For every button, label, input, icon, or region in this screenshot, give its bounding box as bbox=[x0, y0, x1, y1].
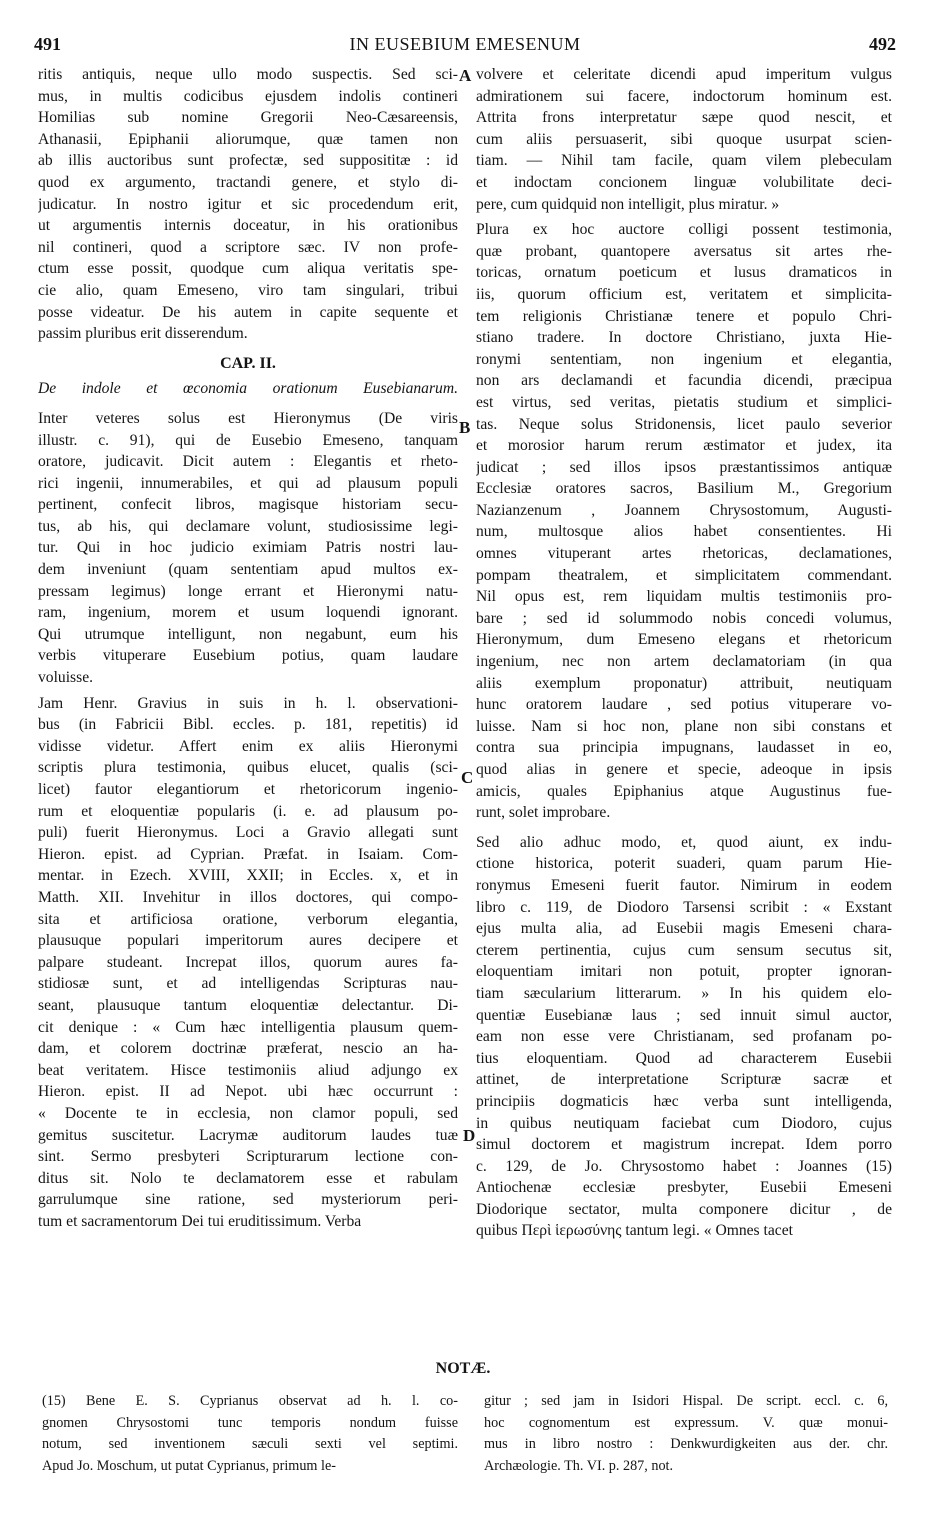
left-col-line: cie alio, quam Emeseno, viro tam singulari, tribui bbox=[38, 281, 458, 299]
right-col-line: volvere et celeritate dicendi apud imperitum vulgus bbox=[476, 66, 892, 83]
left-col-line: pressam legimus) longe errant et Hieronymi natu- bbox=[38, 582, 458, 600]
right-col-line: quod alias in genere et specie, adeoque in ipsis bbox=[476, 761, 892, 778]
left-col-line: Hieron. epist. ad Cyprian. Præfat. in Isaiam. Com- bbox=[38, 845, 458, 863]
left-col-line: judicatur. In nostro igitur et sic procedendum erit, bbox=[38, 195, 458, 213]
right-col-line: Sed alio adhuc modo, et, quod aiunt, ex indu- bbox=[476, 833, 892, 851]
page-number-left: 491 bbox=[34, 34, 61, 54]
right-col-line: stiano tradere. In doctore Christiano, juxta Hie- bbox=[476, 329, 892, 347]
margin-marker-a: A bbox=[459, 66, 472, 85]
right-col-line: ronymi sententiam, non ingenium et elegantia, bbox=[476, 350, 892, 368]
right-col-line: est virtus, sed veritas, pietatis studium et simplici- bbox=[476, 393, 892, 411]
running-header bbox=[34, 34, 896, 58]
notes-right-column bbox=[484, 1392, 888, 1478]
left-col-line: garrulumque sine ratione, sed mysteriorum peri- bbox=[38, 1191, 458, 1209]
left-col-line: vidisse videtur. Affert enim ex aliis Hieronymi bbox=[38, 737, 458, 755]
right-col-line: tiam sæcularium litterarum. » In his quidem elo- bbox=[476, 984, 892, 1002]
left-col-line: Homilias sub nomine Gregorii Neo-Cæsareensis, bbox=[38, 109, 458, 127]
left-col-line: seant, plausuque tantum eloquentiæ delectantur. Di- bbox=[38, 996, 458, 1014]
right-col-line: contra sua principia impugnans, laudasset in eo, bbox=[476, 739, 892, 757]
right-col-line: eam non esse vere Christianam, sed profanam po- bbox=[476, 1028, 892, 1046]
left-col-line: palpare studeant. Increpat illos, quorum aures fa- bbox=[38, 953, 458, 971]
left-col-line: beat veritatem. Hisce testimoniis aliud adjungo ex bbox=[38, 1061, 458, 1079]
left-col-line: ctum esse possit, quodque cum aliqua veritatis spe- bbox=[38, 260, 458, 278]
chapter-subtitle: De indole et œconomia orationum Eusebianarum. bbox=[38, 380, 458, 398]
right-col-line: Plura ex hoc auctore colligi possent testimonia, bbox=[476, 221, 892, 239]
right-col-line: Hieronymum, dum Emeseno elegans et rhetoricum bbox=[476, 631, 892, 649]
note-line: hoc cognomentum est expressum. V. quæ monui- bbox=[484, 1414, 888, 1431]
right-col-line: ctione historica, poterit suaderi, quam parum Hie- bbox=[476, 855, 892, 873]
left-col-line: plausuque populari imperitorum aures decipere et bbox=[38, 932, 458, 950]
margin-marker-b: B bbox=[459, 418, 471, 437]
right-col-line: iis, quorum officium est, veritatem et simplicita- bbox=[476, 285, 892, 303]
right-col-line: in quibus neutiquam faciebat cum Diodoro, cujus bbox=[476, 1114, 892, 1132]
left-col-line: licet) fautor elegantiorum et rhetoricorum ingenio- bbox=[38, 781, 458, 798]
notes-left-column bbox=[42, 1392, 458, 1478]
margin-marker-d: D bbox=[463, 1126, 476, 1145]
right-paragraph-3 bbox=[476, 832, 892, 1242]
right-col-line: hunc oratorem laudare , sed potius vituperare vo- bbox=[476, 696, 892, 714]
right-col-line: tiam. — Nihil tam facile, quam vilem plebeculam bbox=[476, 152, 892, 170]
left-col-line: cit denique : « Cum hæc intelligentia plausum quem- bbox=[38, 1018, 458, 1036]
right-col-line: bare ; sed id solummodo nobis concedi volumus, bbox=[476, 609, 892, 627]
left-col-line: voluisse. bbox=[38, 669, 94, 687]
right-col-line: Nil opus est, rem liquidam multis testimoniis pro- bbox=[476, 588, 892, 606]
left-col-line: bus (in Fabricii Bibl. eccles. p. 181, repetitis) id bbox=[38, 716, 458, 734]
left-col-line: « Docente te in ecclesia, non clamor populi, sed bbox=[38, 1104, 458, 1122]
left-col-line: posse videatur. De his autem in capite sequente et bbox=[38, 303, 458, 321]
left-col-line: dem inveniunt (quam sententiam apud multos ex- bbox=[38, 561, 458, 579]
left-col-line: Inter veteres solus est Hieronymus (De viris bbox=[38, 409, 458, 427]
running-title: IN EUSEBIUM EMESENUM bbox=[349, 34, 581, 54]
right-col-line: non ars declamandi et facundia dicendi, præcipua bbox=[476, 372, 892, 390]
note-line: gitur ; sed jam in Isidori Hispal. De script. eccl. c. 6, bbox=[484, 1393, 888, 1409]
left-col-line: verbis vituperare Eusebium potius, quam laudare bbox=[38, 647, 458, 665]
right-col-line: cum aliis persuaserit, sibi quoque usurpat scien- bbox=[476, 130, 892, 148]
right-col-line: runt, solet improbare. bbox=[476, 804, 611, 822]
left-col-line: tur. Qui in hoc judicio eximiam Patris nostri lau- bbox=[38, 539, 458, 557]
left-col-line: dam, et colorem doctrinæ præferat, nescio an ha- bbox=[38, 1040, 458, 1058]
right-col-line: tas. Neque solus Stridonensis, licet paulo severior bbox=[476, 415, 892, 433]
left-col-line: Hieron. epist. II ad Nepot. ubi hæc occurrunt : bbox=[38, 1083, 458, 1101]
right-col-line: tem religionis Christianæ tenere et populo Chri- bbox=[476, 307, 892, 325]
right-col-line: Nazianzenum , Joannem Chrysostomum, Augusti- bbox=[476, 501, 892, 519]
note-line: Apud Jo. Moschum, ut putat Cyprianus, primum le- bbox=[42, 1457, 336, 1474]
left-col-line: scriptis plura testimonia, quibus elucet, qualis (sci- bbox=[38, 759, 458, 777]
chapter-title: CAP. II. bbox=[220, 354, 276, 372]
notes-title: NOTÆ. bbox=[435, 1360, 491, 1377]
right-col-line: Attrita frons interpretatur sæpe quod nescit, et bbox=[476, 109, 892, 127]
right-paragraph-1 bbox=[476, 64, 892, 215]
left-col-line: rici ingenii, innumerabiles, et qui ad plausum populi bbox=[38, 474, 458, 492]
right-col-line: et indoctam concionem linguæ volubilitate deci- bbox=[476, 173, 892, 191]
right-col-line: libro c. 119, de Diodoro Tarsensi scribit : « Exstant bbox=[476, 898, 892, 916]
left-col-line: quod ex argumento, tractandi genere, et stylo di- bbox=[38, 173, 458, 191]
left-col-line: illustr. c. 91), qui de Eusebio Emeseno, tanquam bbox=[38, 431, 458, 449]
right-col-line: ronymus Emeseni fuerit fautor. Nimirum in eodem bbox=[476, 876, 892, 894]
right-col-line: eloquentiam imitari non potuit, propter ignoran- bbox=[476, 963, 892, 981]
left-col-line: Matth. XII. Invehitur in illos doctores, qui compo- bbox=[38, 888, 458, 906]
right-col-line: tius eloquentiam. Quod ad characterem Eusebii bbox=[476, 1049, 892, 1067]
right-col-line: principiis dogmaticis hæc verba sunt intelligenda, bbox=[476, 1092, 892, 1110]
left-col-line: gemitus suscitetur. Lacrymæ auditorum laudes tuæ bbox=[38, 1126, 458, 1144]
page-number-right: 492 bbox=[869, 34, 896, 54]
left-col-line: ditus sit. Nolo te declamatorem esse et rabulam bbox=[38, 1169, 458, 1187]
right-col-line: quentiæ Eusebianæ laus ; sed innuit simul auctor, bbox=[476, 1006, 892, 1024]
left-col-line: ut argumentis internis doceatur, in his orationibus bbox=[38, 217, 458, 235]
left-col-line: oratore, judicavit. Dicit autem : Elegantis et rheto- bbox=[38, 453, 458, 471]
right-column bbox=[476, 64, 892, 1242]
note-line: Archæologie. Th. VI. p. 287, not. bbox=[484, 1457, 674, 1474]
right-col-line: admirationem sui facere, indoctorum hominum est. bbox=[476, 87, 892, 105]
right-col-line: cterem pertinentia, cujus cum sensum secutus sit, bbox=[476, 941, 892, 959]
left-col-line: ritis antiquis, neque ullo modo suspectis. Sed sci- bbox=[38, 66, 458, 83]
right-col-line: pere, cum quidquid non intelligit, plus miratur. » bbox=[476, 195, 780, 213]
left-paragraph-1 bbox=[38, 64, 458, 345]
left-col-line: nil contineri, quod a scriptore sæc. IV non profe- bbox=[38, 238, 458, 256]
right-col-line: quæ probant, quantopere aversatus sit artes rhe- bbox=[476, 242, 892, 260]
right-col-line: et morosior harum rerum æstimator et judex, ita bbox=[476, 437, 892, 455]
left-col-line: pertinent, confecit libros, magisque historiam secu- bbox=[38, 496, 458, 514]
left-paragraph-2 bbox=[38, 408, 458, 689]
left-col-line: rum et eloquentiæ popularis (i. e. ad plausum po- bbox=[38, 802, 458, 820]
left-col-line: sint. Sermo presbyteri Scripturarum lectione con- bbox=[38, 1148, 458, 1166]
right-col-line: simul doctorem et magistrum increpat. Idem porro bbox=[476, 1136, 892, 1154]
right-col-line: ingenium, nec non artem declamatoriam (in qua bbox=[476, 653, 892, 671]
left-col-line: ram, ingenium, morem et usum loquendi ignorant. bbox=[38, 604, 458, 622]
note-line: notum, sed inventionem sæculi sexti vel septimi. bbox=[42, 1436, 458, 1453]
right-paragraph-2 bbox=[476, 219, 892, 824]
left-col-line: Jam Henr. Gravius in suis in h. l. observationi- bbox=[38, 694, 458, 712]
right-col-line: ejus multa alia, ad Eusebii magis Emeseni chara- bbox=[476, 920, 892, 938]
left-paragraph-3 bbox=[38, 693, 458, 1233]
left-column bbox=[38, 64, 458, 1232]
note-line: gnomen Chrysostomi tunc temporis nondum fuisse bbox=[42, 1414, 458, 1431]
right-col-line: Antiochenæ ecclesiæ presbyter, Eusebii Emeseni bbox=[476, 1179, 892, 1197]
right-col-line: omnes vituperant artes rhetoricas, declamationes, bbox=[476, 545, 892, 563]
right-col-line: attinet, de interpretatione Scripturæ sacræ et bbox=[476, 1071, 892, 1089]
left-col-line: mus, in multis codicibus ejusdem indolis contineri bbox=[38, 87, 458, 105]
note-line: (15) Bene E. S. Cyprianus observat ad h. l. co- bbox=[42, 1393, 458, 1409]
right-col-line: amicis, quales Epiphanius atque Augustinus fue- bbox=[476, 782, 892, 800]
left-col-line: tus, ab his, qui declamare volunt, studiosissime legi- bbox=[38, 517, 458, 535]
right-col-line: Ecclesiæ oratores sacros, Basilium M., Gregorium bbox=[476, 480, 892, 498]
left-col-line: Athanasii, Epiphanii aliorumque, quæ tamen non bbox=[38, 130, 458, 148]
left-col-line: puli) fuerit Hieronymus. Loci a Gravio allegati sunt bbox=[38, 824, 458, 842]
right-col-line: pompam theatralem, et simplicitatem commendant. bbox=[476, 566, 892, 584]
left-col-line: sita et artificiosa oratione, verborum elegantia, bbox=[38, 910, 458, 928]
left-col-line: ab illis auctoribus sunt profectæ, sed supposititæ : id bbox=[38, 152, 458, 170]
right-col-line: quibus Περὶ ἱερωσύνης tantum legi. « Omnes tacet bbox=[476, 1222, 793, 1240]
margin-marker-c: C bbox=[461, 768, 474, 787]
right-col-line: aliis exemplum proponatur) attribuit, neutiquam bbox=[476, 674, 892, 692]
left-col-line: stidiosæ sunt, et ad intelligendas Scripturas nau- bbox=[38, 975, 458, 993]
right-col-line: judicat ; sed illos ipsos præstantissimos antiquæ bbox=[476, 458, 892, 476]
left-col-line: tum et sacramentorum Dei tui eruditissimum. Verba bbox=[38, 1212, 362, 1230]
right-col-line: luisse. Nam si hoc non, plane non sibi constans et bbox=[476, 717, 892, 735]
left-col-line: Qui utrumque intelligunt, non negabunt, eum his bbox=[38, 625, 458, 643]
right-col-line: c. 129, de Jo. Chrysostomo habet : Joannes (15) bbox=[476, 1157, 892, 1175]
right-col-line: num, multosque alios habet consentientes. Hi bbox=[476, 523, 892, 541]
right-col-line: toricas, ornatum poeticum et lusus dramaticos in bbox=[476, 264, 892, 282]
left-col-line: passim pluribus erit disserendum. bbox=[38, 325, 248, 343]
note-line: mus in libro nostro : Denkwurdigkeiten aus der. chr. bbox=[484, 1436, 888, 1453]
right-col-line: Diodorique sectator, multa componere dicitur , de bbox=[476, 1200, 892, 1218]
left-col-line: mentar. in Ezech. XVIII, XXII; in Eccles. x, et in bbox=[38, 867, 458, 885]
